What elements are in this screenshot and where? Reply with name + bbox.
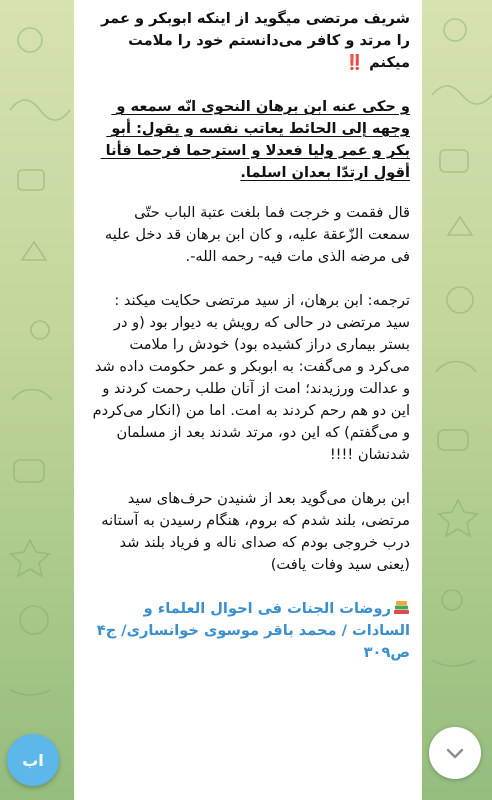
arabic-narration-paragraph: قال فقمت و خرجت فما بلغت عتبة الباب حتّی سمعت الزّعقة علیه، و کان ابن برهان قد دخل علیه فی مرضه الذی مات فیه- رحمه الله-. [100, 204, 410, 265]
message-heading: شریف مرتضی میگوید از اینکه ابوبکر و عمر را مرتد و کافر می‌دانستم خود را ملامت میکنم ‼️ [96, 10, 410, 71]
source-link[interactable]: روضات الجنات فی احوال العلماء و السادات / محمد باقر موسوی خوانساری/ ج۴ ص۳۰۹ [91, 600, 410, 661]
double-exclamation-emoji: ‼️ [345, 54, 365, 71]
chevron-down-icon [443, 741, 467, 765]
scroll-down-button[interactable] [429, 727, 481, 779]
books-icon [393, 599, 410, 615]
translation-paragraph: ترجمه: ابن برهان، از سید مرتضی حکایت میکند : سید مرتضی در حالی که رویش به دیوار بود (و در بستر بیماری دراز کشیده بود) خودش را ملامت می‌کرد و می‌گفت: به ابوبکر و عمر حکومت داده شد و عدالت ورزیدند؛ امت از آنان طلب رحمت کردند و این دو هم رحم کردند به امت. اما من (انکار می‌کردم و می‌گفتم) که این دو، مرتد شدند بعد از مسلمان شدنشان !!!! [87, 292, 410, 463]
keyboard-language-button[interactable] [7, 734, 59, 786]
arabic-quote-paragraph: و حکی عنه ابن برهان النحوی انّه سمعه و وجهه إلی الحائط یعاتب نفسه و یقول: أبو بکر و عمر ولیا فعدلا و استرحما فرحما فأنا أقول ارتدّا بعدان اسلما. [100, 98, 410, 181]
message-bubble[interactable] [74, 0, 422, 800]
ending-paragraph: ابن برهان می‌گوید بعد از شنیدن حرف‌های سید مرتضی، بلند شدم که بروم، هنگام رسیدن به آستانه درب خروجی بودم که صدای ناله و فریاد بلند شد (یعنی سید وفات یافت) [96, 490, 410, 573]
keyboard-language-label: اب [22, 750, 44, 770]
